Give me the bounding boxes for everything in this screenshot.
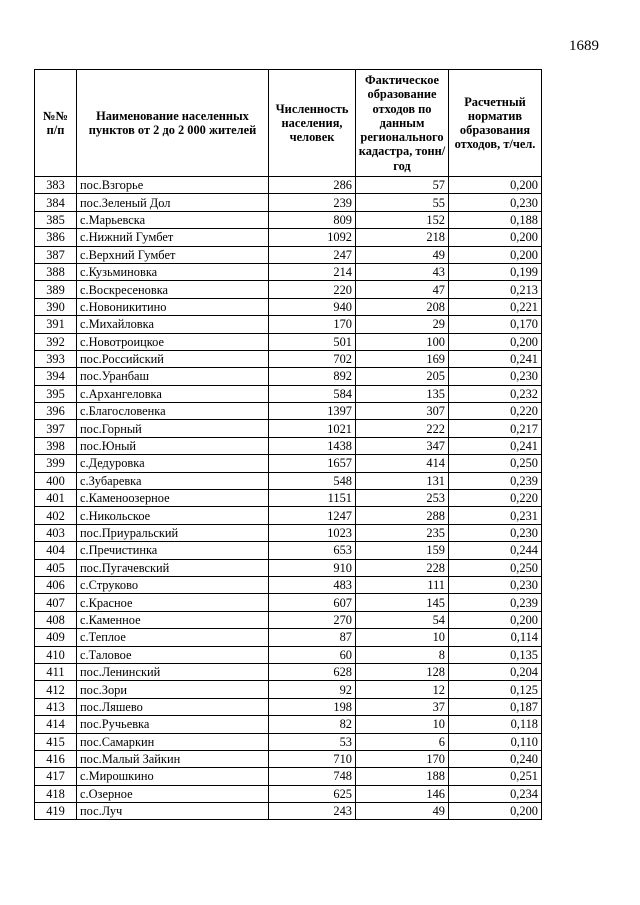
waste-cell: 131 <box>356 472 449 489</box>
table-row <box>35 750 542 767</box>
settlement-name: пос.Самаркин <box>77 733 269 750</box>
population-cell: 483 <box>269 576 356 593</box>
settlement-name: пос.Ручьевка <box>77 716 269 733</box>
row-number: 409 <box>35 629 77 646</box>
waste-cell: 111 <box>356 576 449 593</box>
waste-cell: 10 <box>356 716 449 733</box>
settlement-name: пос.Зеленый Дол <box>77 194 269 211</box>
row-number: 389 <box>35 281 77 298</box>
row-number: 394 <box>35 368 77 385</box>
waste-cell: 222 <box>356 420 449 437</box>
header-name: Наименование населенных пунктов от 2 до 2 000 жителей <box>77 70 269 177</box>
table-row <box>35 559 542 576</box>
table-row <box>35 542 542 559</box>
row-number: 404 <box>35 542 77 559</box>
waste-cell: 49 <box>356 246 449 263</box>
row-number: 395 <box>35 385 77 402</box>
settlement-name: с.Озерное <box>77 785 269 802</box>
population-cell: 892 <box>269 368 356 385</box>
norm-cell: 0,241 <box>449 437 542 454</box>
waste-cell: 159 <box>356 542 449 559</box>
row-number: 399 <box>35 455 77 472</box>
waste-norms-table <box>34 69 542 820</box>
row-number: 412 <box>35 681 77 698</box>
settlement-name: с.Теплое <box>77 629 269 646</box>
table-row <box>35 629 542 646</box>
norm-cell: 0,118 <box>449 716 542 733</box>
settlement-name: пос.Юный <box>77 437 269 454</box>
table-row <box>35 350 542 367</box>
settlement-name: с.Архангеловка <box>77 385 269 402</box>
population-cell: 710 <box>269 750 356 767</box>
population-cell: 214 <box>269 263 356 280</box>
population-cell: 607 <box>269 594 356 611</box>
settlement-name: пос.Взгорье <box>77 177 269 194</box>
waste-cell: 228 <box>356 559 449 576</box>
waste-cell: 188 <box>356 768 449 785</box>
row-number: 388 <box>35 263 77 280</box>
population-cell: 628 <box>269 663 356 680</box>
table-row <box>35 333 542 350</box>
norm-cell: 0,125 <box>449 681 542 698</box>
waste-cell: 47 <box>356 281 449 298</box>
table-row <box>35 263 542 280</box>
norm-cell: 0,170 <box>449 316 542 333</box>
waste-cell: 54 <box>356 611 449 628</box>
population-cell: 809 <box>269 211 356 228</box>
norm-cell: 0,251 <box>449 768 542 785</box>
population-cell: 940 <box>269 298 356 315</box>
row-number: 390 <box>35 298 77 315</box>
table-row <box>35 803 542 820</box>
population-cell: 584 <box>269 385 356 402</box>
waste-cell: 29 <box>356 316 449 333</box>
settlement-name: пос.Российский <box>77 350 269 367</box>
waste-cell: 146 <box>356 785 449 802</box>
norm-cell: 0,204 <box>449 663 542 680</box>
row-number: 392 <box>35 333 77 350</box>
table-row <box>35 576 542 593</box>
population-cell: 910 <box>269 559 356 576</box>
table-row <box>35 437 542 454</box>
page-number: 1689 <box>569 38 599 54</box>
population-cell: 220 <box>269 281 356 298</box>
norm-cell: 0,200 <box>449 177 542 194</box>
row-number: 385 <box>35 211 77 228</box>
waste-cell: 218 <box>356 229 449 246</box>
row-number: 413 <box>35 698 77 715</box>
norm-cell: 0,199 <box>449 263 542 280</box>
population-cell: 1023 <box>269 524 356 541</box>
norm-cell: 0,110 <box>449 733 542 750</box>
settlement-name: с.Каменное <box>77 611 269 628</box>
population-cell: 82 <box>269 716 356 733</box>
norm-cell: 0,250 <box>449 559 542 576</box>
row-number: 383 <box>35 177 77 194</box>
table-header-row <box>35 70 542 177</box>
settlement-name: с.Марьевска <box>77 211 269 228</box>
table-row <box>35 663 542 680</box>
settlement-name: пос.Горный <box>77 420 269 437</box>
settlement-name: с.Пречистинка <box>77 542 269 559</box>
norm-cell: 0,230 <box>449 194 542 211</box>
settlement-name: с.Струково <box>77 576 269 593</box>
header-num: №№ п/п <box>35 70 77 177</box>
waste-cell: 347 <box>356 437 449 454</box>
population-cell: 625 <box>269 785 356 802</box>
settlement-name: с.Мирошкино <box>77 768 269 785</box>
waste-cell: 208 <box>356 298 449 315</box>
population-cell: 1247 <box>269 507 356 524</box>
waste-cell: 169 <box>356 350 449 367</box>
table-row <box>35 420 542 437</box>
waste-cell: 43 <box>356 263 449 280</box>
population-cell: 501 <box>269 333 356 350</box>
table-row <box>35 246 542 263</box>
norm-cell: 0,200 <box>449 246 542 263</box>
table-row <box>35 455 542 472</box>
population-cell: 748 <box>269 768 356 785</box>
header-waste: Фактическое образование отходов по данным регионального кадастра, тонн/год <box>356 70 449 177</box>
norm-cell: 0,221 <box>449 298 542 315</box>
population-cell: 247 <box>269 246 356 263</box>
population-cell: 1151 <box>269 490 356 507</box>
settlement-name: с.Нижний Гумбет <box>77 229 269 246</box>
row-number: 403 <box>35 524 77 541</box>
table-row <box>35 716 542 733</box>
norm-cell: 0,250 <box>449 455 542 472</box>
row-number: 391 <box>35 316 77 333</box>
settlement-name: пос.Малый Зайкин <box>77 750 269 767</box>
row-number: 415 <box>35 733 77 750</box>
table-row <box>35 490 542 507</box>
table-row <box>35 194 542 211</box>
table-row <box>35 646 542 663</box>
row-number: 386 <box>35 229 77 246</box>
settlement-name: с.Зубаревка <box>77 472 269 489</box>
settlement-name: пос.Приуральский <box>77 524 269 541</box>
population-cell: 53 <box>269 733 356 750</box>
norm-cell: 0,239 <box>449 594 542 611</box>
table-row <box>35 524 542 541</box>
norm-cell: 0,213 <box>449 281 542 298</box>
table-row <box>35 733 542 750</box>
waste-cell: 6 <box>356 733 449 750</box>
waste-cell: 170 <box>356 750 449 767</box>
table-row <box>35 281 542 298</box>
row-number: 414 <box>35 716 77 733</box>
waste-cell: 10 <box>356 629 449 646</box>
settlement-name: с.Верхний Гумбет <box>77 246 269 263</box>
settlement-name: пос.Ленинский <box>77 663 269 680</box>
population-cell: 239 <box>269 194 356 211</box>
norm-cell: 0,188 <box>449 211 542 228</box>
population-cell: 1092 <box>269 229 356 246</box>
population-cell: 198 <box>269 698 356 715</box>
population-cell: 286 <box>269 177 356 194</box>
norm-cell: 0,230 <box>449 524 542 541</box>
settlement-name: пос.Пугачевский <box>77 559 269 576</box>
row-number: 402 <box>35 507 77 524</box>
settlement-name: пос.Зори <box>77 681 269 698</box>
waste-cell: 152 <box>356 211 449 228</box>
settlement-name: с.Новоникитино <box>77 298 269 315</box>
population-cell: 1438 <box>269 437 356 454</box>
header-population: Численность населения, человек <box>269 70 356 177</box>
header-norm: Расчетный норматив образования отходов, т/чел. <box>449 70 542 177</box>
table-row <box>35 698 542 715</box>
norm-cell: 0,241 <box>449 350 542 367</box>
table-row <box>35 368 542 385</box>
table-row <box>35 229 542 246</box>
table-row <box>35 681 542 698</box>
row-number: 384 <box>35 194 77 211</box>
waste-cell: 100 <box>356 333 449 350</box>
row-number: 406 <box>35 576 77 593</box>
settlement-name: с.Михайловка <box>77 316 269 333</box>
norm-cell: 0,240 <box>449 750 542 767</box>
population-cell: 243 <box>269 803 356 820</box>
waste-cell: 205 <box>356 368 449 385</box>
row-number: 387 <box>35 246 77 263</box>
table-row <box>35 403 542 420</box>
norm-cell: 0,231 <box>449 507 542 524</box>
waste-cell: 12 <box>356 681 449 698</box>
norm-cell: 0,220 <box>449 490 542 507</box>
table-row <box>35 385 542 402</box>
waste-cell: 8 <box>356 646 449 663</box>
norm-cell: 0,200 <box>449 803 542 820</box>
norm-cell: 0,114 <box>449 629 542 646</box>
norm-cell: 0,217 <box>449 420 542 437</box>
waste-cell: 288 <box>356 507 449 524</box>
settlement-name: с.Кузьминовка <box>77 263 269 280</box>
waste-cell: 145 <box>356 594 449 611</box>
waste-cell: 57 <box>356 177 449 194</box>
table-row <box>35 594 542 611</box>
norm-cell: 0,232 <box>449 385 542 402</box>
waste-cell: 307 <box>356 403 449 420</box>
population-cell: 60 <box>269 646 356 663</box>
settlement-name: с.Дедуровка <box>77 455 269 472</box>
norm-cell: 0,135 <box>449 646 542 663</box>
norm-cell: 0,200 <box>449 611 542 628</box>
row-number: 396 <box>35 403 77 420</box>
table-body <box>35 177 542 820</box>
table-row <box>35 785 542 802</box>
norm-cell: 0,187 <box>449 698 542 715</box>
table-row <box>35 211 542 228</box>
waste-cell: 128 <box>356 663 449 680</box>
row-number: 410 <box>35 646 77 663</box>
population-cell: 1657 <box>269 455 356 472</box>
population-cell: 170 <box>269 316 356 333</box>
settlement-name: с.Красное <box>77 594 269 611</box>
population-cell: 702 <box>269 350 356 367</box>
row-number: 408 <box>35 611 77 628</box>
table-row <box>35 472 542 489</box>
waste-cell: 414 <box>356 455 449 472</box>
row-number: 418 <box>35 785 77 802</box>
settlement-name: с.Воскресеновка <box>77 281 269 298</box>
row-number: 411 <box>35 663 77 680</box>
table-row <box>35 316 542 333</box>
population-cell: 270 <box>269 611 356 628</box>
population-cell: 92 <box>269 681 356 698</box>
settlement-name: пос.Ляшево <box>77 698 269 715</box>
settlement-name: с.Никольское <box>77 507 269 524</box>
row-number: 398 <box>35 437 77 454</box>
row-number: 417 <box>35 768 77 785</box>
settlement-name: с.Каменоозерное <box>77 490 269 507</box>
population-cell: 653 <box>269 542 356 559</box>
norm-cell: 0,230 <box>449 576 542 593</box>
waste-cell: 135 <box>356 385 449 402</box>
norm-cell: 0,230 <box>449 368 542 385</box>
row-number: 419 <box>35 803 77 820</box>
table-row <box>35 768 542 785</box>
settlement-name: с.Новотроицкое <box>77 333 269 350</box>
norm-cell: 0,239 <box>449 472 542 489</box>
waste-cell: 37 <box>356 698 449 715</box>
population-cell: 548 <box>269 472 356 489</box>
norm-cell: 0,220 <box>449 403 542 420</box>
row-number: 416 <box>35 750 77 767</box>
row-number: 400 <box>35 472 77 489</box>
norm-cell: 0,244 <box>449 542 542 559</box>
norm-cell: 0,234 <box>449 785 542 802</box>
table-row <box>35 177 542 194</box>
row-number: 405 <box>35 559 77 576</box>
settlement-name: с.Благословенка <box>77 403 269 420</box>
norm-cell: 0,200 <box>449 229 542 246</box>
table-row <box>35 611 542 628</box>
population-cell: 87 <box>269 629 356 646</box>
settlement-name: пос.Луч <box>77 803 269 820</box>
population-cell: 1021 <box>269 420 356 437</box>
table-row <box>35 298 542 315</box>
table-row <box>35 507 542 524</box>
settlement-name: пос.Уранбаш <box>77 368 269 385</box>
waste-cell: 235 <box>356 524 449 541</box>
row-number: 401 <box>35 490 77 507</box>
waste-cell: 49 <box>356 803 449 820</box>
waste-cell: 55 <box>356 194 449 211</box>
row-number: 393 <box>35 350 77 367</box>
waste-cell: 253 <box>356 490 449 507</box>
settlement-name: с.Таловое <box>77 646 269 663</box>
row-number: 407 <box>35 594 77 611</box>
population-cell: 1397 <box>269 403 356 420</box>
norm-cell: 0,200 <box>449 333 542 350</box>
row-number: 397 <box>35 420 77 437</box>
